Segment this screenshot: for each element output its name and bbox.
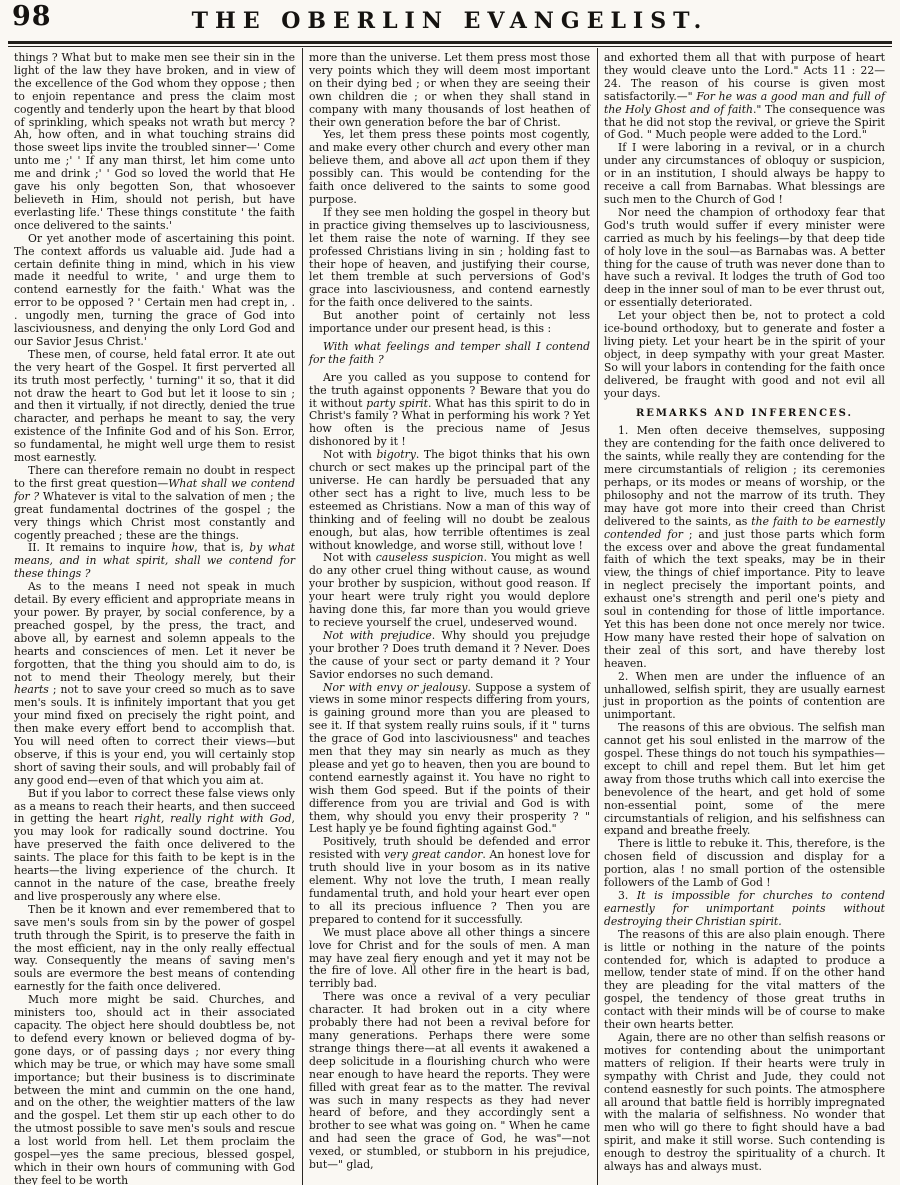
paragraph: There can therefore remain no doubt in respect to the first great question—What shall we contend for ? Whatever is vital to the salvation of men ; the great fundamental doctrines of the gospel ; the very things which Christ most constantly and cogently preached ; these are the things.: [14, 464, 295, 542]
paragraph: With what feelings and temper shall I contend for the faith ?: [309, 339, 590, 366]
paragraph: There is little to rebuke it. This, therefore, is the chosen field of discussion and display for a portion, alas ! no small portion of the ostensible followers of the Lamb of God !: [604, 837, 885, 890]
column-3: [597, 48, 892, 1185]
paragraph: If I were laboring in a revival, or in a church under any circumstances of obloquy or suspicion, or in an institution, I should always be happy to receive a call from Barnabas. What blessings are such men to the Church of God !: [604, 141, 885, 206]
columns-container: [8, 48, 892, 1185]
paragraph: Yes, let them press these points most cogently, and make every other church and every other man believe them, and above all act upon them if they possibly can. This would be contending for the faith once delivered to the saints to some good purpose.: [309, 128, 590, 206]
paragraph: 3. It is impossible for churches to contend earnestly for unimportant points without destroying their Christian spirit.: [604, 889, 885, 928]
paragraph: If they see men holding the gospel in theory but in practice giving themselves up to lasciviousness, let them raise the note of warning. If they see professed Christians living in sin ; holding fast to their hope of heaven, and justifying their course, let them tremble at such perversions of God's grace into lasciviousness, and contend earnestly for the faith once delivered to the saints.: [309, 205, 590, 310]
column-1: [8, 48, 302, 1185]
section-heading: REMARKS AND INFERENCES.: [635, 408, 854, 420]
column-2: [302, 48, 597, 1185]
page-header: [8, 3, 892, 39]
paragraph: But another point of certainly not less importance under our present head, is this :: [309, 309, 590, 336]
paragraph: But if you labor to correct these false views only as a means to reach their hearts, and then succeed in getting the heart right, really right with God, you may look for radically sound doctrine. You have preserved the faith once delivered to the saints. The place for this faith to be kept is in the hearts—the living experience of the church. It cannot in the nature of the case, breathe freely and live prosperously any where else.: [14, 786, 295, 903]
page-number: 98: [12, 1, 52, 32]
paragraph: II. It remains to inquire how, that is, by what means, and in what spirit, shall we contend for these things ?: [14, 541, 296, 581]
header-rule: [8, 41, 892, 47]
paragraph: Not with causeless suspicion. You might as well do any other cruel thing without cause, as wound your brother by suspicion, without good reason. If your heart were truly right you would deplore having done this, far more than you would grieve to recieve yourself the cruel, undeserved wound.: [309, 551, 591, 629]
paragraph: 2. When men are under the influence of an unhallowed, selfish spirit, they are usually earnest just in proportion as the points of contention are unimportant.: [604, 669, 885, 722]
paragraph: There was once a revival of a very peculiar character. It had broken out in a city where probably there had not been a revival before for many generations. Perhaps there were some strange things there—at all events it awakened a deep solicitude in a flourishing church who were near enough to have heard the reports. They were filled with great fear as to the matter. The revival was such in many respects as they had never heard of before, and they accordingly sent a brother to see what was going on. " When he came and had seen the grace of God, he was"—not vexed, or stumbled, or stubborn in his prejudice, but—" glad,: [309, 990, 590, 1172]
paragraph: The reasons of this are obvious. The selfish man cannot get his soul enlisted in the marrow of the gospel. These things do not touch his sympathies—except to chill and repel them. But let him get away from those truths which call into exercise the benevolence of the heart, and get hold of some non-essential point, some of the mere circumstantials of religion, and his selfishness can expand and breathe freely.: [604, 721, 886, 838]
paragraph: Positively, truth should be defended and error resisted with very great candor. An honest love for truth should live in your bosom as in its native element. Why not love the truth, I mean really fundamental truth, and hold your heart ever open to all its precious influence ? Then you are prepared to contend for it successfully.: [309, 835, 590, 926]
paragraph: Then be it known and ever remembered that to save men's souls from sin by the power of gospel truth through the Spirit, is to preserve the faith in the most efficient, nay in the only really effectual way. Consequently the means of saving men's souls are evermore the best means of contending earnestly for the faith once delivered.: [14, 902, 295, 994]
paragraph: things ? What but to make men see their sin in the light of the law they have broken, and in view of the excellence of the God whom they oppose ; then to enjoin repentance and press the claim most cogently and tenderly upon the heart by that blood of sprinkling, which speaks not wrath but mercy ? Ah, how often, and in what touching strains did those sweet lips invite the troubled sinner—' Come unto me ;' ' If any man thirst, let him come unto me and drink ;' ' God so loved the world that He gave his only begotten Son, that whosoever believeth in Him, should not perish, but have everlasting life.' These things constitute ' the faith once delivered to the saints.': [14, 51, 295, 232]
paragraph: Again, there are no other than selfish reasons or motives for contending about the unimportant matters of religion. If their hearts were truly in sympathy with Christ and Jude, they could not contend easnestly for such points. The atmosphere all around that battle field is horribly impregnated with the malaria of selfishness. No wonder that men who will go there to fight should have a bad spirit, and make it still worse. Such contending is enough to destroy the spirituality of a church. It always has and always must.: [604, 1030, 885, 1174]
paragraph: Or yet another mode of ascertaining this point. The context affords us valuable aid. Jude had a certain definite thing in mind, which in his view made it needful to write, ' and urge them to contend earnestly for the faith.' What was the error to be opposed ? ' Certain men had crept in, . . ungodly men, turning the grace of God into lasciviousness, and denying the only Lord God and our Savior Jesus Christ.': [14, 231, 295, 348]
paragraph: Nor need the champion of orthodoxy fear that God's truth would suffer if every minister were carried as much by his feelings—by that deep tide of holy love in the soul—as Barnabas was. A better thing for the cause of truth was never done than to have such a revival. It lodges the truth of God too deep in the inner soul of man to be ever thrust out, or essentially deteriorated.: [604, 205, 885, 310]
paragraph: As to the means I need not speak in much detail. By every efficient and appropriate means in your power. By prayer, by social conference, by a preached gospel, by the press, the tract, and above all, by earnest and solemn appeals to the hearts and consciences of men. Let it never be forgotten, that the thing you should aim to do, is not to mend their Theology merely, but their hearts ; not to save your creed so much as to save men's souls. It is infinitely important that you get your mind fixed on precisely the right point, and then make every effort bend to accomplish that. You will need often to correct their views—but observe, if this is your end, you will certainly stop short of saving their souls, and will probably fail of any good end—even of that which you aim at.: [14, 580, 295, 787]
paragraph: Are you called as you suppose to contend for the truth against opponents ? Beware that you do it without party spirit. What has this spirit to do in Christ's family ? What in performing his work ? Yet how often is the precious name of Jesus dishonored by it !: [309, 370, 590, 449]
paragraph: We must place above all other things a sincere love for Christ and for the souls of men. A man may have zeal fiery enough and yet it may not be the fire of love. All other fire in the heart is bad, terribly bad.: [309, 925, 590, 991]
paragraph: and exhorted them all that with purpose of heart they would cleave unto the Lord." Acts 11 : 22—24. The reason of his course is given most satisfactorily.—" For he was a good man and full of the Holy Ghost and of faith." The consequence was that he did not stop the revival, or grieve the Spirit of God. " Much people were added to the Lord.": [604, 51, 885, 142]
paragraph: 1. Men often deceive themselves, supposing they are contending for the faith once delivered to the saints, while really they are contending for the mere circumstantials of religion ; its ceremonies perhaps, or its modes or means of worship, or the philosophy and not the marrow of its truth. They may have got more into their creed than Christ delivered to the saints, as the faith to be earnestly contended for ; and just those parts which form the excess over and above the great fundamental faith of which the text speaks, may be in their view, the things of chief importance. Pity to leave in neglect precisely the important points, and exhaust one's strength and peril one's piety and soul in contending for those of little importance. Yet this has been done not once merely nor twice. How many have rested their hope of salvation on their zeal of this sort, and have thereby lost heaven.: [604, 424, 886, 670]
paragraph: The reasons of this are also plain enough. There is little or nothing in the nature of the points contended for, which is adapted to produce a mellow, tender state of mind. If on the other hand they are pleading for the vital matters of the gospel, the tendency of those great truths in contact with their minds will be of course to make their own hearts better.: [604, 927, 885, 1032]
paragraph: Much more might be said. Churches, and ministers too, should act in their associated capacity. The object here should doubtless be, not to defend every known or believed dogma of by-gone days, or of passing days ; nor every thing which may be true, or which may have some small importance; but their business is to discriminate between the mint and cummin on the one hand, and on the other, the weightier matters of the law and the gospel. Let them stir up each other to do the utmost possible to save men's souls and rescue a lost world from hell. Let them proclaim the gospel—yes the same precious, blessed gospel, which in their own hours of communing with God they feel to be worth: [14, 993, 295, 1185]
paragraph: more than the universe. Let them press most those very points which they will deem most important on their dying bed ; or when they are seeing their own children die ; or when they shall stand in company with many thousands of lost heathen of their own generation before the bar of Christ.: [309, 51, 590, 129]
paragraph: Nor with envy or jealousy. Suppose a system of views in some minor respects differing from yours, is gaining ground more than you are pleased to see it. If that system really ruins souls, if it " turns the grace of God into lasciviousness" and teaches men that they may sin nearly as much as they please and yet go to heaven, then you are bound to contend earnestly against it. You have no right to wish them God speed. But if the points of their difference from you are trivial and God is with them, why should you envy their prosperity ? " Lest haply ye be found fighting against God.": [309, 680, 590, 836]
paragraph: Not with prejudice. Why should you prejudge your brother ? Does truth demand it ? Never. Does the cause of your sect or party demand it ? Your Savior endorses no such demand.: [309, 628, 590, 681]
masthead-title: THE OBERLIN EVANGELIST.: [191, 8, 709, 34]
paragraph: Let your object then be, not to protect a cold ice-bound orthodoxy, but to generate and foster a living piety. Let your heart be in the spirit of your object, in deep sympathy with your great Master. So will your labors in contending for the faith once delivered, be fraught with good and not evil all your days.: [604, 309, 885, 400]
paragraph: Not with bigotry. The bigot thinks that his own church or sect makes up the principal part of the universe. He can hardly be persuaded that any other sect has a right to live, much less to be esteemed as Christians. Now a man of this way of thinking and of feeling will no doubt be zealous enough, but alas, how terrible oftentimes is zeal without knowledge, and worse still, without love !: [309, 448, 590, 552]
paragraph: These men, of course, held fatal error. It ate out the very heart of the Gospel. It first perverted all its truth most perfectly, ' turning'' it so, that it did not draw the heart to God but let it loose to sin ; and then it virtually, if not directly, denied the true character, and perhaps he meant to say, the very existence of the Infinite God and of his Son. Error, so fundamental, he might well urge them to resist most earnestly.: [14, 347, 295, 465]
